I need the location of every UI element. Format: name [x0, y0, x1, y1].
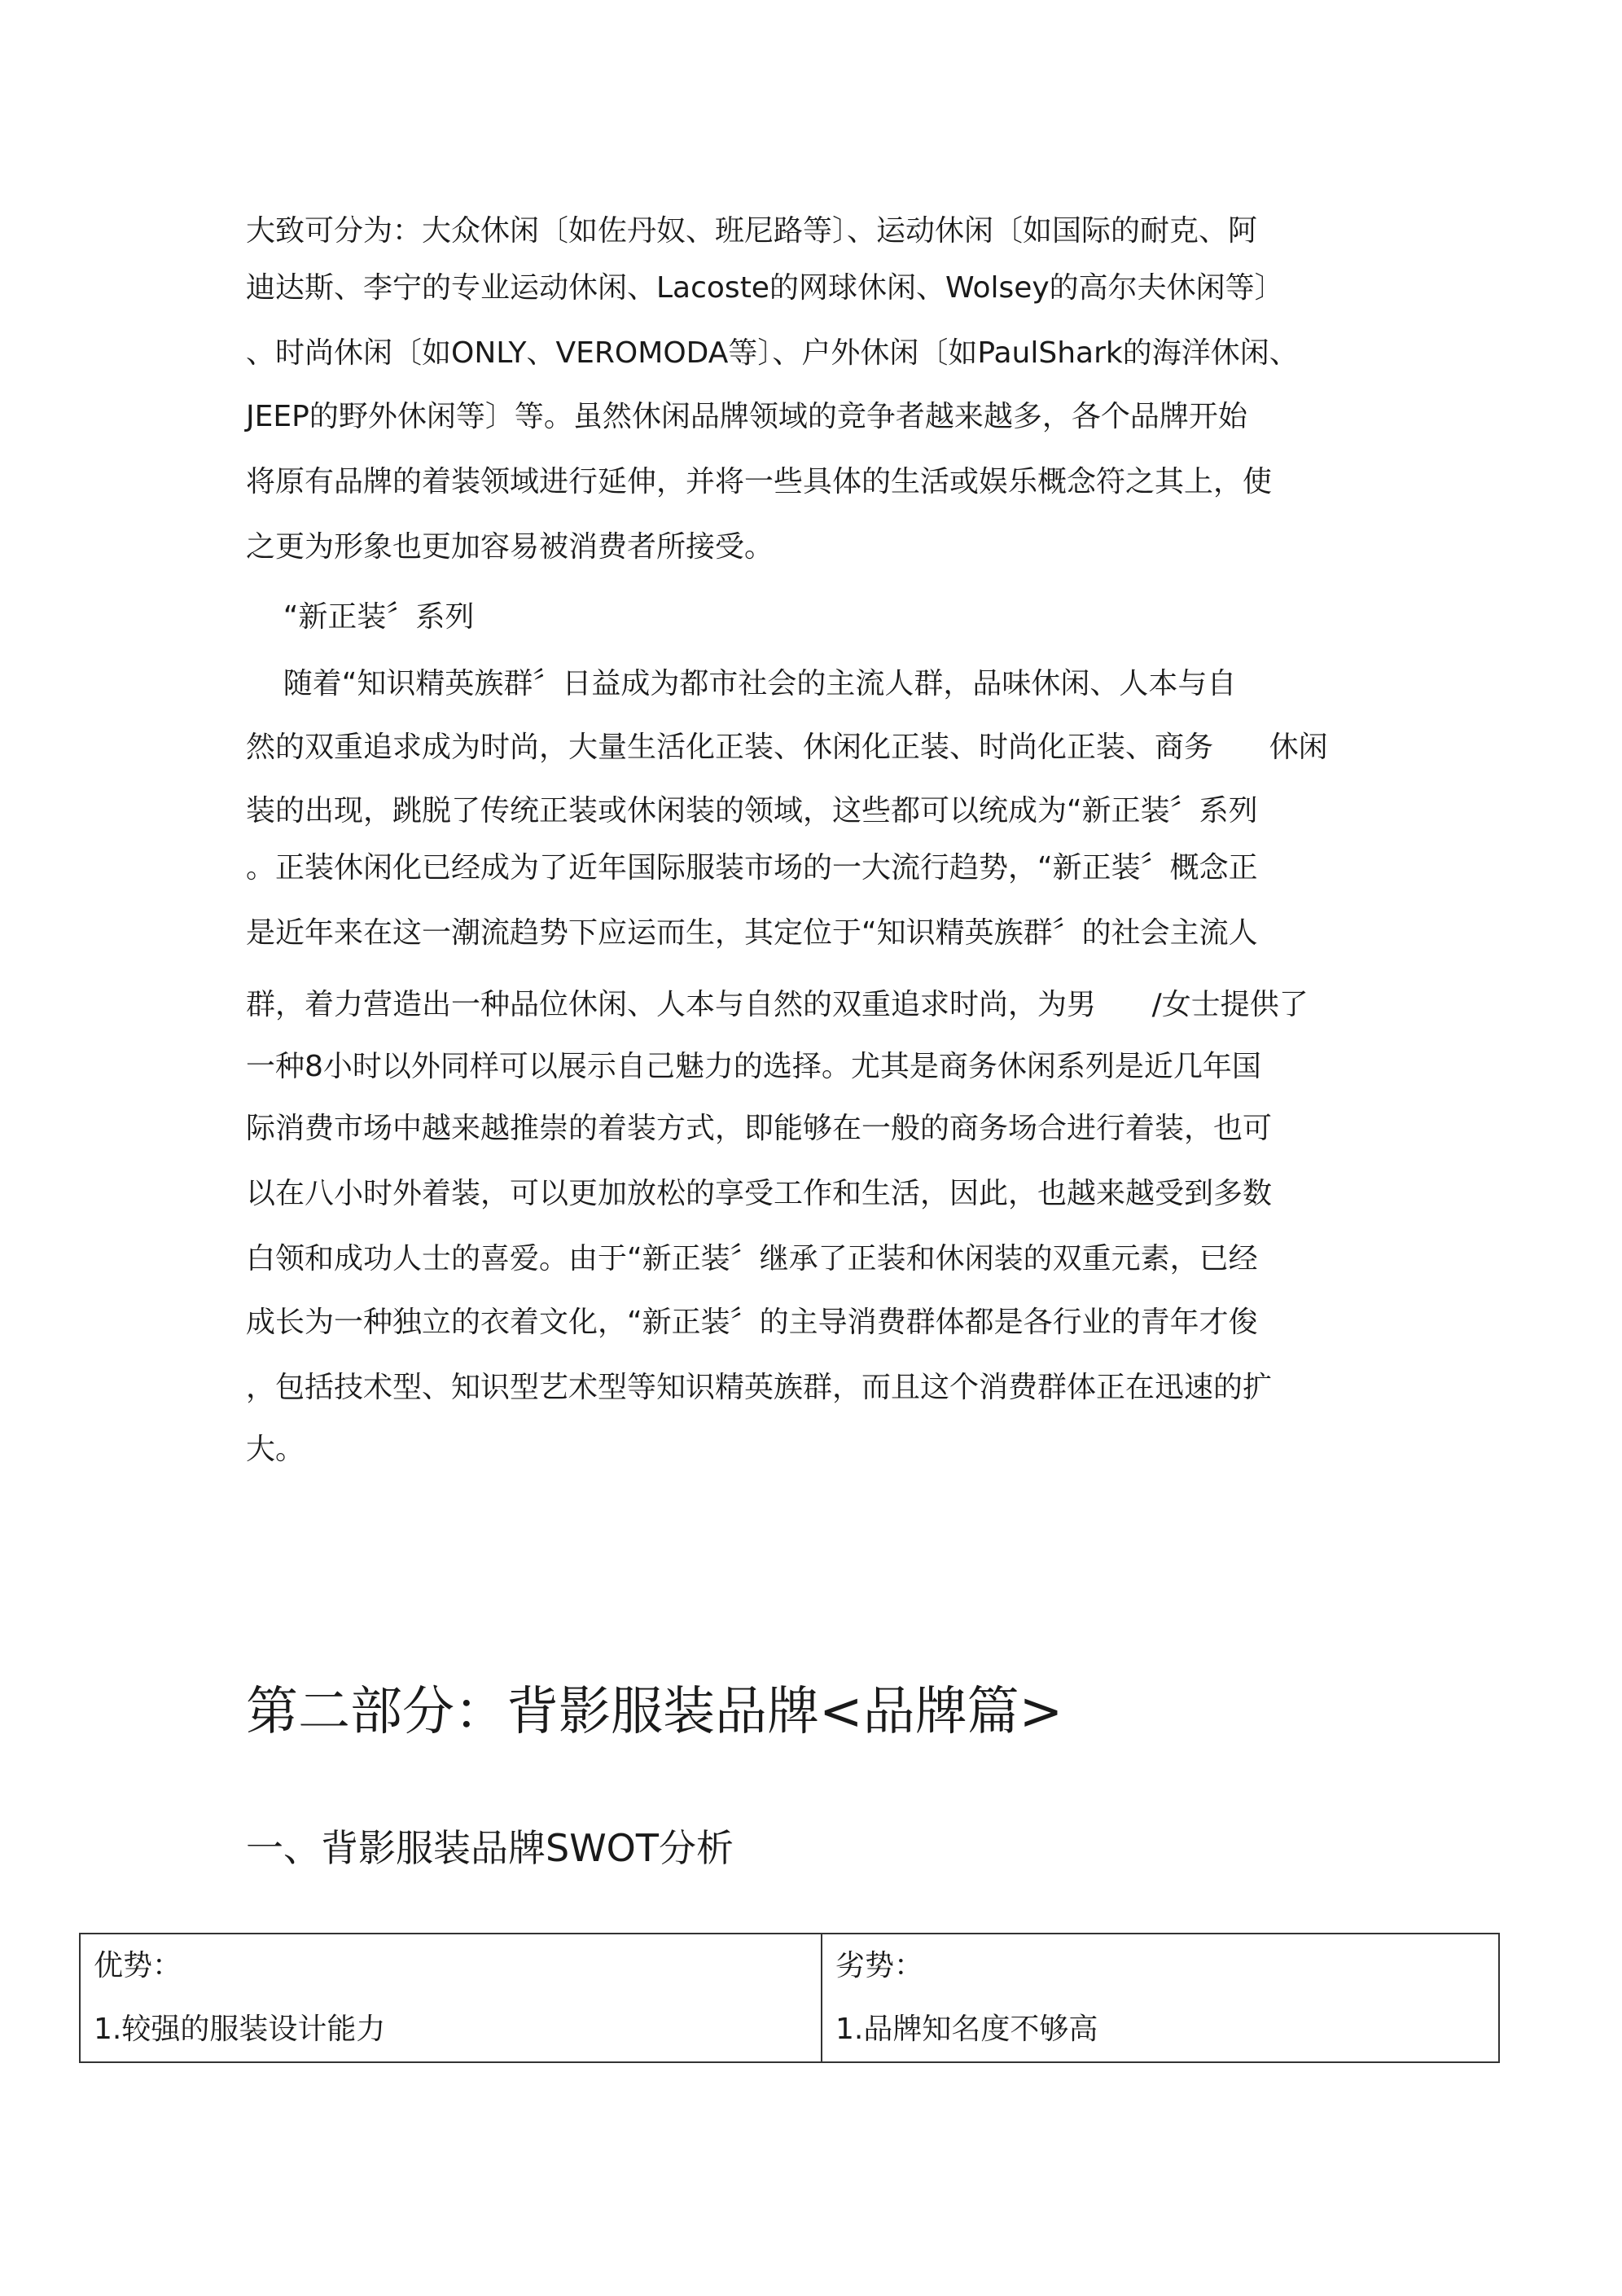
paragraph-line: 之更为形象也更加容易被消费者所接受。 [246, 530, 774, 564]
paragraph-line: ，包括技术型、知识型艺术型等知识精英族群，而且这个消费群体正在迅速的扩 [246, 1371, 1273, 1404]
paragraph-line: 大。 [246, 1433, 305, 1466]
paragraph-line: 将原有品牌的着装领域进行延伸，并将一些具体的生活或娱乐概念符之其上，使 [246, 465, 1273, 498]
paragraph-line: 际消费市场中越来越推崇的着装方式，即能够在一般的商务场合进行着装，也可 [246, 1112, 1273, 1145]
strengths-cell [80, 1934, 822, 2062]
weaknesses-item: 1.品牌知名度不够高 [835, 2013, 1098, 2046]
paragraph-line: 随着“知识精英族群〞日益成为都市社会的主流人群，品味休闲、人本与自 [246, 667, 1237, 700]
paragraph-line: 是近年来在这一潮流趋势下应运而生，其定位于“知识精英族群〞的社会主流人 [246, 916, 1258, 950]
paragraph-line: 大致可分为：大众休闲〔如佐丹奴、班尼路等〕、运动休闲〔如国际的耐克、阿 [246, 214, 1258, 248]
paragraph-line: 、时尚休闲〔如ONLY、VEROMODA等〕、户外休闲〔如PaulShark的海洋休闲、 [246, 336, 1299, 370]
table-row [80, 1934, 1499, 2062]
paragraph-line: 迪达斯、李宁的专业运动休闲、Lacoste的网球休闲、Wolsey的高尔夫休闲等〕 [246, 271, 1284, 305]
weaknesses-cell [822, 1934, 1499, 2062]
subsection-title: 一、背影服装品牌SWOT分析 [246, 1826, 734, 1870]
paragraph-line: 以在八小时外着装，可以更加放松的享受工作和生活，因此，也越来越受到多数 [246, 1177, 1273, 1210]
paragraph-line: 然的双重追求成为时尚，大量生活化正装、休闲化正装、时尚化正装、商务 休闲 [246, 731, 1328, 764]
paragraph-line: 一种8小时以外同样可以展示自己魅力的选择。尤其是商务休闲系列是近几年国 [246, 1050, 1261, 1083]
strengths-item: 1.较强的服装设计能力 [94, 2013, 386, 2046]
weaknesses-label: 劣势： [835, 1949, 924, 1982]
paragraph-line: 装的出现，跳脱了传统正装或休闲装的领域，这些都可以统成为“新正装〞系列 [246, 794, 1258, 828]
section-title: 第二部分：背影服装品牌<品牌篇> [246, 1682, 1063, 1742]
paragraph-line: 白领和成功人士的喜爱。由于“新正装〞继承了正装和休闲装的双重元素，已经 [246, 1242, 1258, 1275]
subheading-line: “新正装〞系列 [246, 600, 475, 634]
strengths-label: 优势： [94, 1949, 182, 1982]
paragraph-line: 群，着力营造出一种品位休闲、人本与自然的双重追求时尚，为男 /女士提供了 [246, 988, 1309, 1021]
paragraph-line: 成长为一种独立的衣着文化，“新正装〞的主导消费群体都是各行业的青年才俊 [246, 1306, 1258, 1339]
paragraph-line: 。正装休闲化已经成为了近年国际服装市场的一大流行趋势，“新正装〞概念正 [246, 851, 1258, 885]
swot-table [79, 1933, 1500, 2063]
paragraph-line: JEEP的野外休闲等〕等。虽然休闲品牌领域的竞争者越来越多，各个品牌开始 [246, 400, 1247, 433]
